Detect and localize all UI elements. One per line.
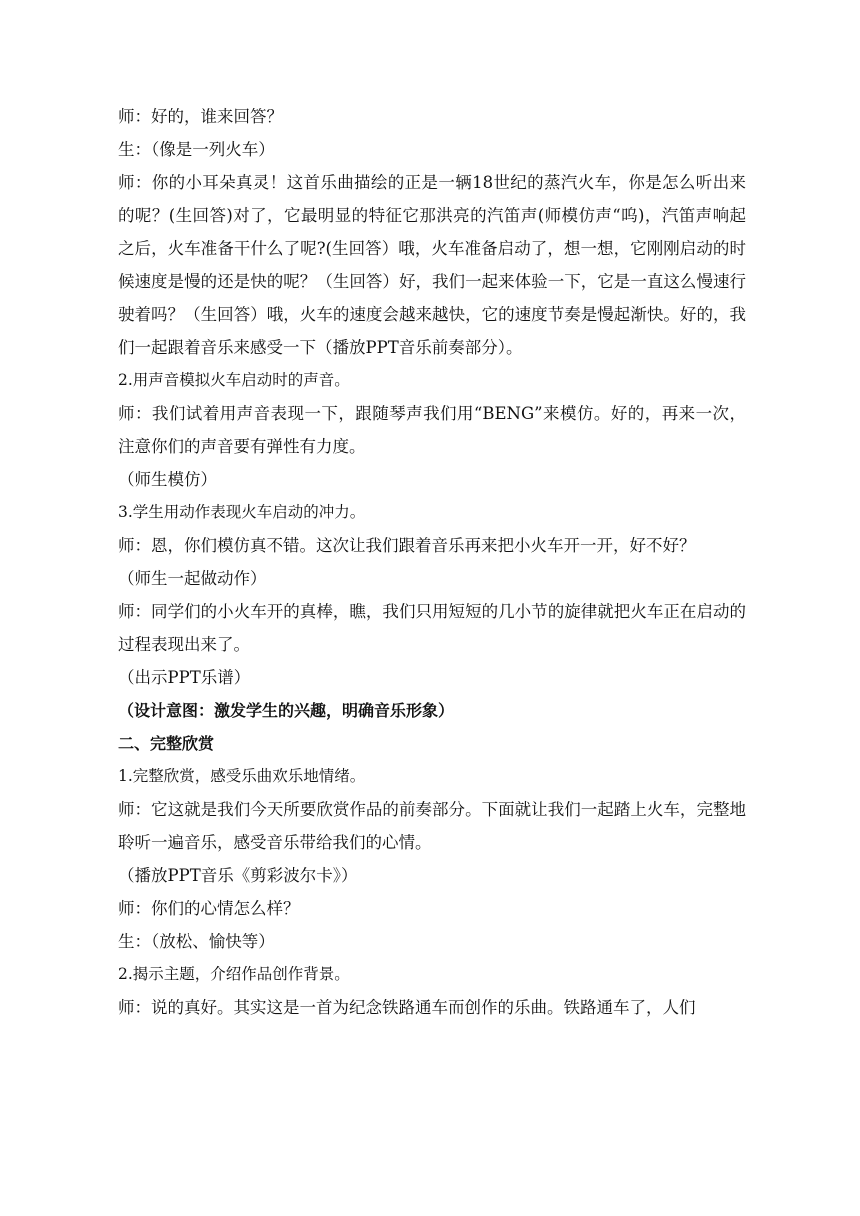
step-heading: 1.完整欣赏，感受乐曲欢乐地情绪。 bbox=[118, 767, 366, 785]
paragraph: 师：你的小耳朵真灵！这首乐曲描绘的正是一辆18世纪的蒸汽火车，你是怎么听出来的呢？(生回答)对了，它最明显的特征它那洪亮的汽笛声(师模仿声“呜)，汽笛声响起之后，火车准备干什么了呢?(生回答）哦，火车准备启动了，想一想，它刚刚启动的时候速度是慢的还是快的呢？（生回答）好，我们一起来体验一下，它是一直这么慢速行驶着吗？（生回答）哦，火车的速度会越来越快，它的速度节奏是慢起渐快。好的，我们一起跟着音乐来感受一下（播放PPT音乐前奏部分）。 bbox=[118, 173, 746, 357]
paragraph: （出示PPT乐谱） bbox=[118, 668, 251, 687]
paragraph: 师：我们试着用声音表现一下，跟随琴声我们用“BENG”来模仿。好的，再来一次，注意你们的声音要有弹性有力度。 bbox=[118, 404, 746, 456]
paragraph: 师：恩，你们模仿真不错。这次让我们跟着音乐再来把小火车开一开，好不好？ bbox=[118, 536, 696, 555]
paragraph: 生：（像是一列火车） bbox=[118, 140, 275, 159]
paragraph: 师：说的真好。其实这是一首为纪念铁路通车而创作的乐曲。铁路通车了，人们 bbox=[118, 998, 696, 1017]
paragraph: 师：同学们的小火车开的真棒，瞧，我们只用短短的几小节的旋律就把火车正在启动的过程表现出来了。 bbox=[118, 602, 746, 654]
paragraph: （播放PPT音乐《剪彩波尔卡》） bbox=[118, 866, 358, 885]
section-heading: 二、完整欣赏 bbox=[118, 734, 215, 753]
step-heading: 2.用声音模拟火车启动时的声音。 bbox=[118, 371, 350, 389]
document-body bbox=[118, 100, 746, 1024]
paragraph: （师生一起做动作） bbox=[118, 569, 267, 588]
paragraph: 师：它这就是我们今天所要欣赏作品的前奏部分。下面就让我们一起踏上火车，完整地聆听一遍音乐，感受音乐带给我们的心情。 bbox=[118, 800, 746, 852]
paragraph: 师：你们的心情怎么样？ bbox=[118, 899, 300, 918]
paragraph: 师：好的，谁来回答？ bbox=[118, 107, 283, 126]
paragraph: （师生模仿） bbox=[118, 470, 217, 489]
step-heading: 3.学生用动作表现火车启动的冲力。 bbox=[118, 503, 366, 521]
paragraph: 生：（放松、愉快等） bbox=[118, 932, 275, 951]
design-intent-note: （设计意图：激发学生的兴趣，明确音乐形象） bbox=[118, 701, 455, 720]
step-heading: 2.揭示主题，介绍作品创作背景。 bbox=[118, 965, 350, 983]
